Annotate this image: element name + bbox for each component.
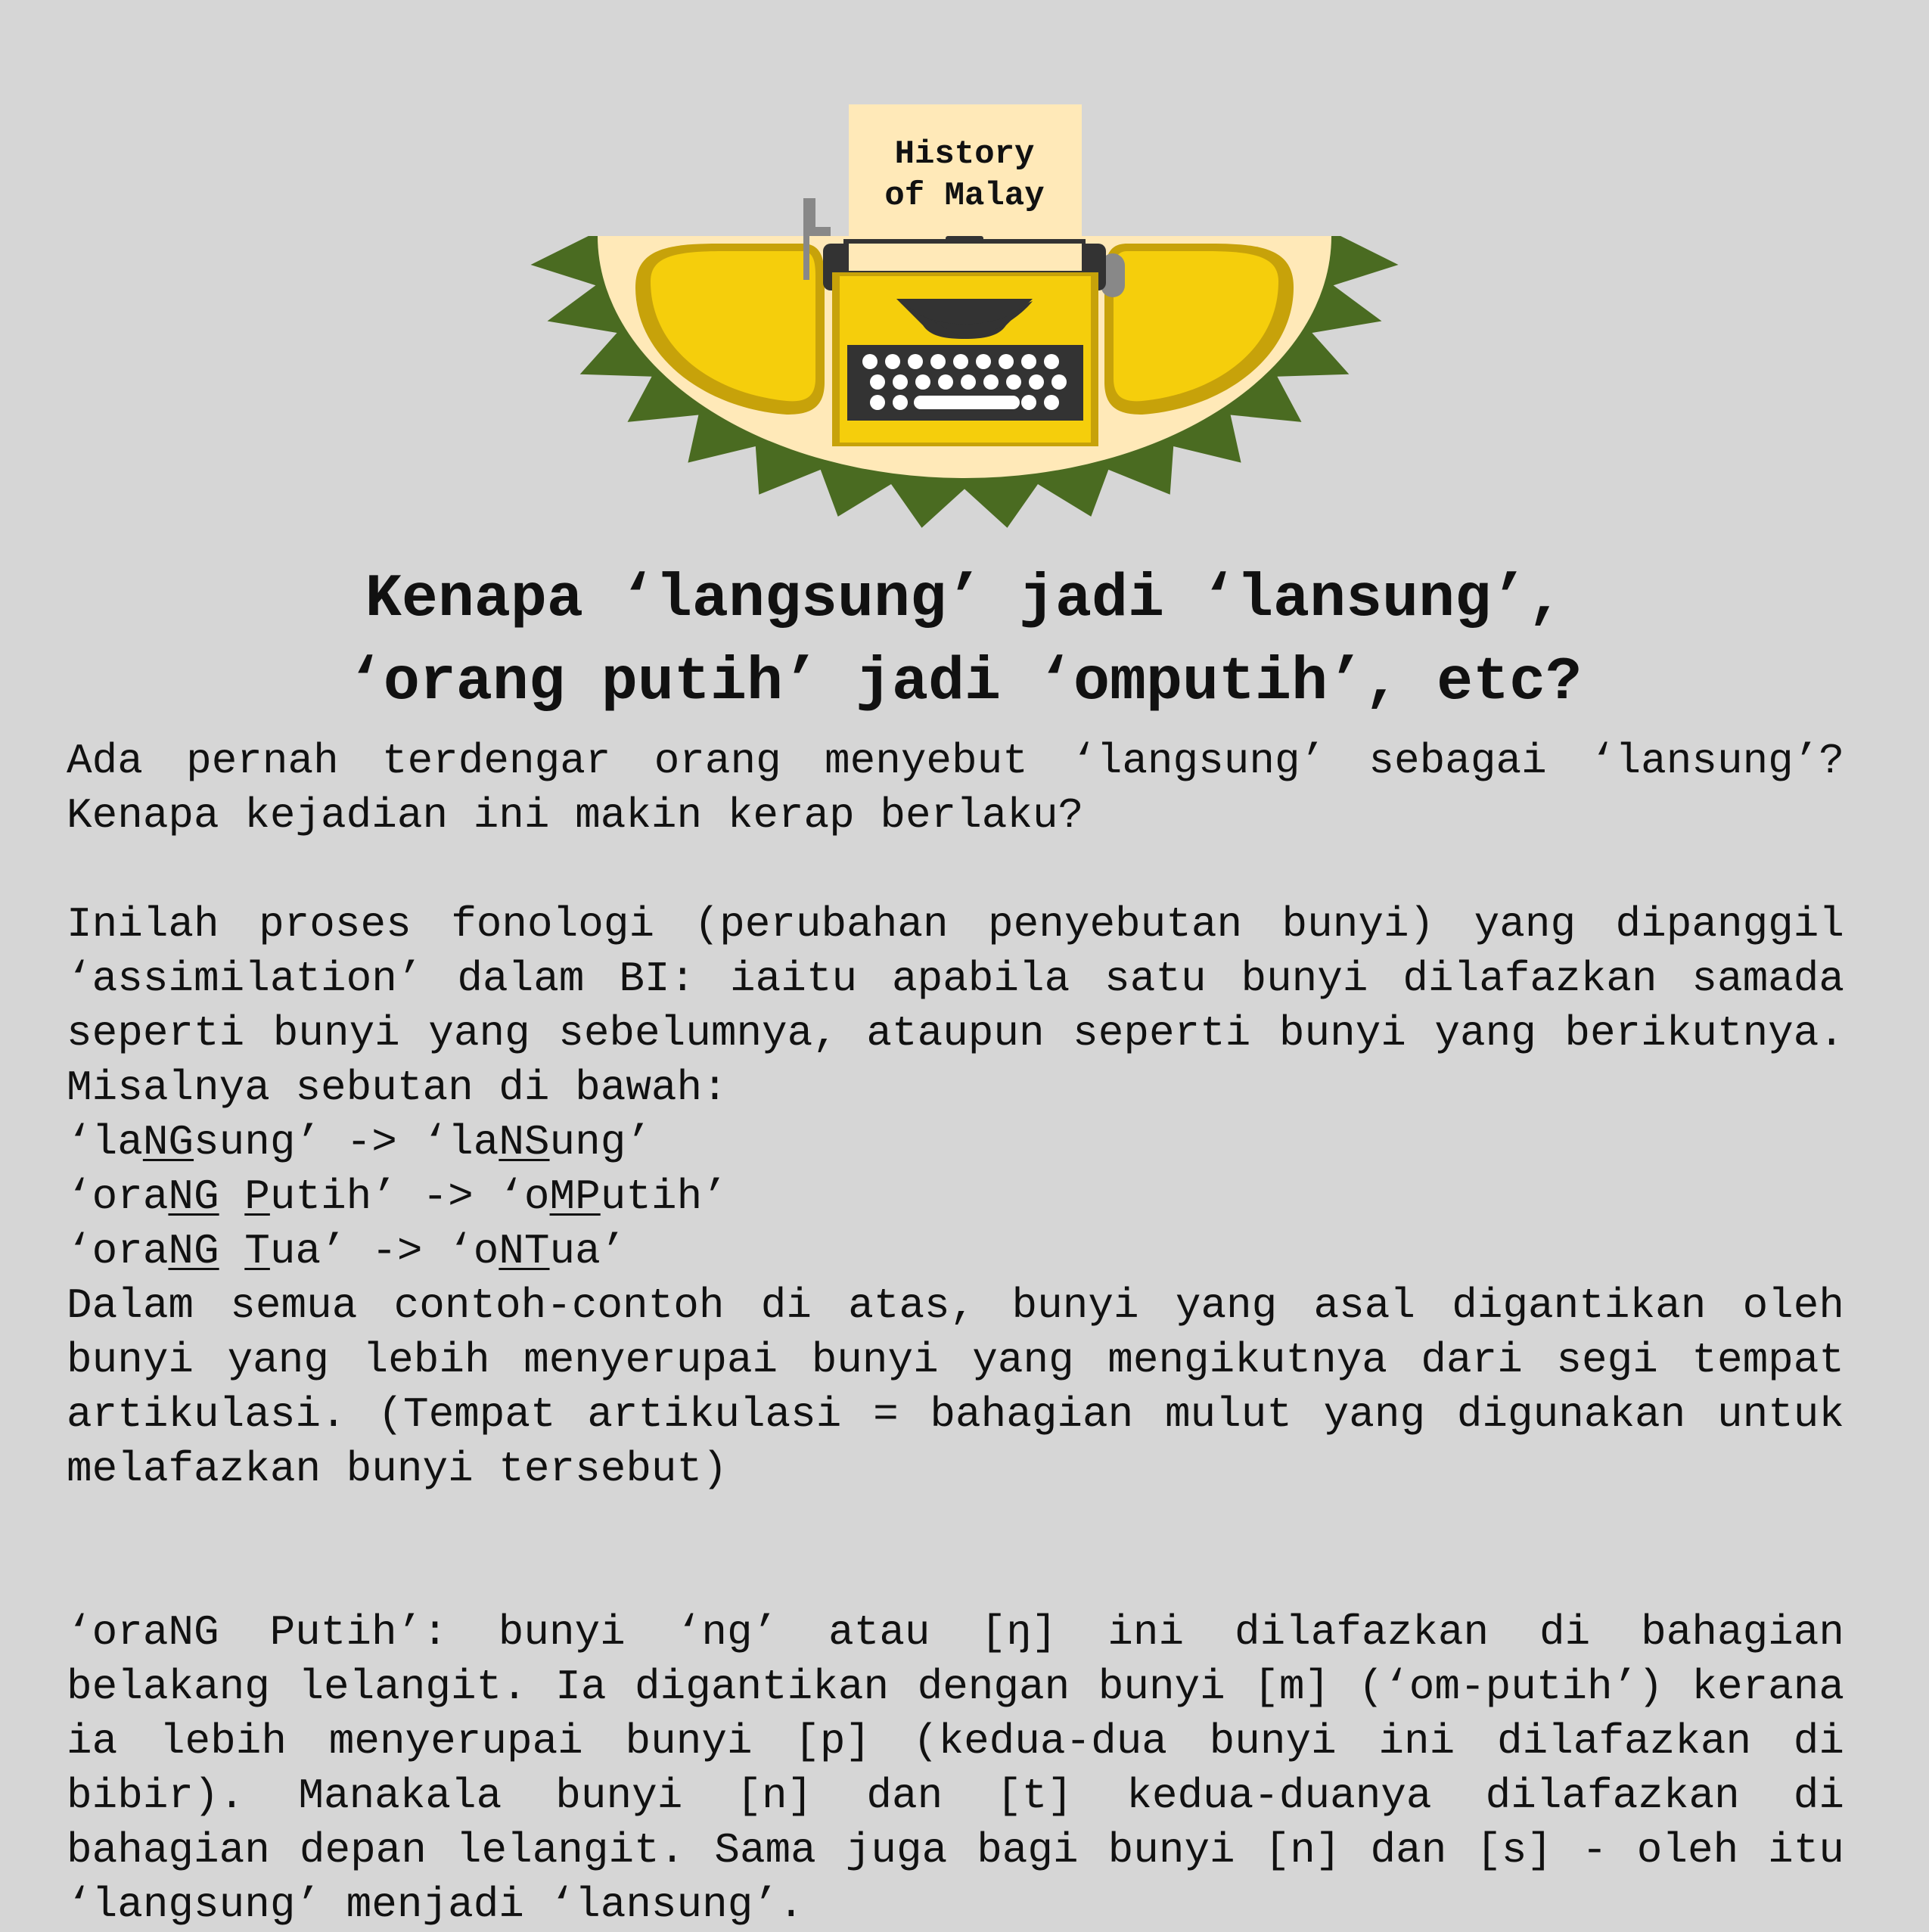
typewriter-key [961, 374, 976, 390]
spacer [67, 843, 1844, 897]
paragraph-examples-explanation: Dalam semua contoh-contoh di atas, bunyi yang asal digantikan oleh bunyi yang lebih menyerupai bunyi yang mengikutnya dari segi tempat artikulasi. (Tempat artikulasi = bahagian mulut yang digunakan untuk melafazkan bunyi tersebut) [67, 1281, 1844, 1493]
typewriter-spacebar [914, 396, 1020, 409]
example-orang-tua: ‘oraNG Tua’ -> ‘oNTua’ [67, 1227, 626, 1275]
typewriter-key [870, 395, 885, 410]
spacer [67, 1496, 1844, 1605]
title-line-1: Kenapa ‘langsung’ jadi ‘lansung’, [365, 565, 1564, 634]
typewriter-key [870, 374, 885, 390]
typewriter-key [1051, 374, 1067, 390]
typewriter-key [893, 395, 908, 410]
typewriter-key [1044, 354, 1059, 369]
typewriter-key [930, 354, 946, 369]
paragraph-intro: Ada pernah terdengar orang menyebut ‘langsung’ sebagai ‘lansung’? Kenapa kejadian ini makin kerap berlaku? [67, 737, 1844, 840]
typewriter-key [1021, 354, 1036, 369]
typewriter-key [1006, 374, 1021, 390]
typewriter-key [885, 354, 900, 369]
typewriter-key [938, 374, 953, 390]
paragraph-place-of-articulation: ‘oraNG Putih’: bunyi ‘ng’ atau [ŋ] ini dilafazkan di bahagian belakang lelangit. Ia digantikan dengan bunyi [m] (‘om-putih’) kerana ia lebih menyerupai bunyi [p] (kedua-dua bunyi ini dilafazkan di bibir). Manakala bunyi [n] dan [t] kedua-duanya dilafazkan di bahagian depan lelangit. Sama juga bagi bunyi [n] dan [s] - oleh itu ‘langsung’ menjadi ‘lansung’. [67, 1608, 1844, 1929]
article-body [67, 734, 1844, 1932]
example-langsung: ‘laNGsung’ -> ‘laNSung’ [67, 1118, 651, 1166]
example-orang-putih: ‘oraNG Putih’ -> ‘oMPutih’ [67, 1173, 728, 1221]
typewriter-key [1029, 374, 1044, 390]
typewriter-key [915, 374, 930, 390]
typewriter-icon [803, 104, 1125, 446]
typewriter-key [999, 354, 1014, 369]
typewriter-key [1044, 395, 1059, 410]
typewriter-key [983, 374, 999, 390]
page-title [0, 558, 1929, 725]
paper-text-line1: History [894, 135, 1035, 173]
typewriter-key [976, 354, 991, 369]
paper-text-line2: of Malay [884, 177, 1045, 215]
typewriter-key [953, 354, 968, 369]
typewriter-key [862, 354, 878, 369]
typewriter-key [893, 374, 908, 390]
typewriter-key [908, 354, 923, 369]
paragraph-assimilation: Inilah proses fonologi (perubahan penyebutan bunyi) yang dipanggil ‘assimilation’ dalam BI: iaitu apabila satu bunyi dilafazkan samada seperti bunyi yang sebelumnya, ataupun seperti bunyi yang berikutnya. Misalnya sebutan di bawah: [67, 900, 1844, 1112]
history-of-malay-logo [0, 0, 1929, 575]
title-line-2: ‘orang putih’ jadi ‘omputih’, etc? [346, 648, 1583, 717]
typewriter-key [1021, 395, 1036, 410]
